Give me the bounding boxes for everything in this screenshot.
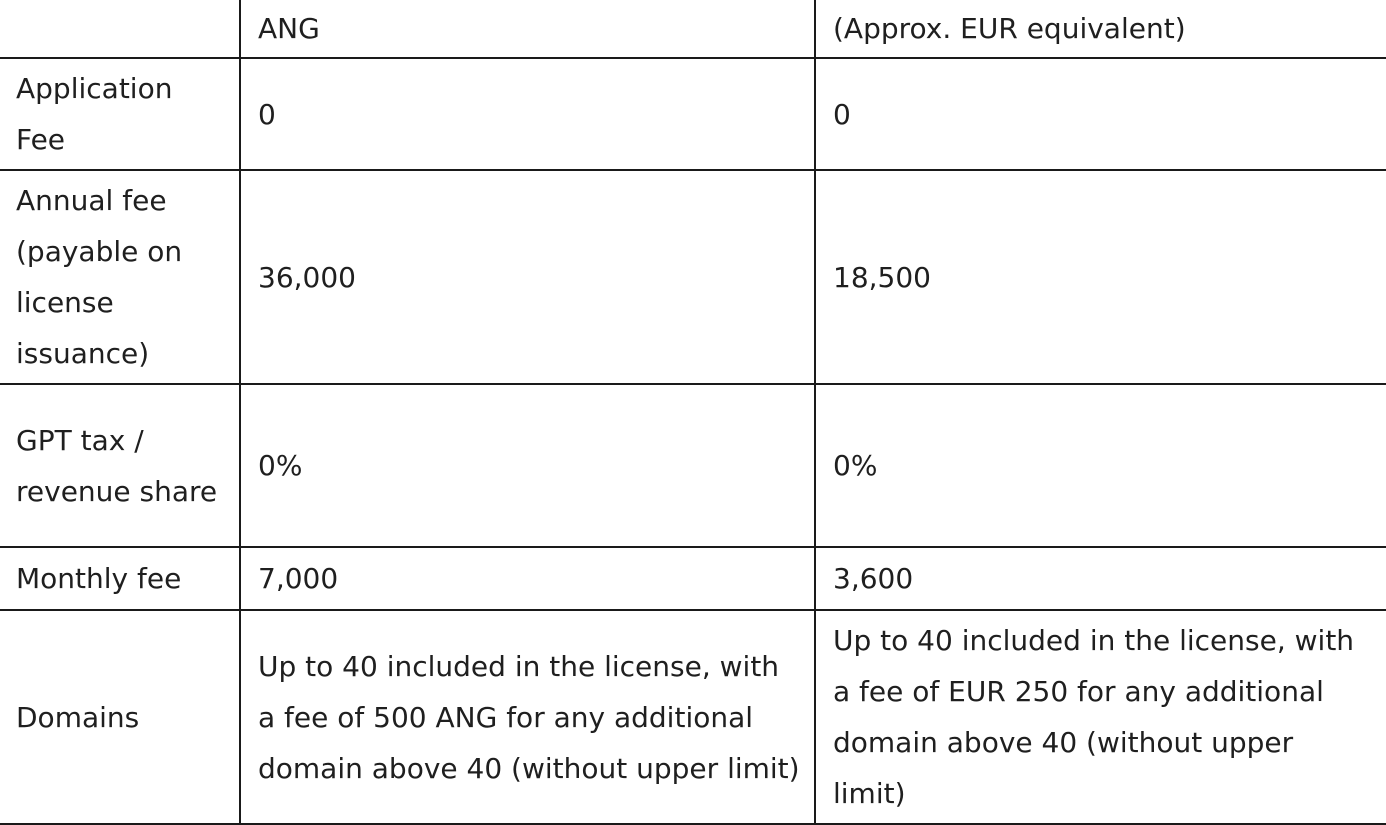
header-cell-ang: ANG <box>240 0 815 58</box>
row-label: Annual fee (payable on license issuance) <box>0 170 240 384</box>
row-label: GPT tax / revenue share <box>0 384 240 547</box>
row-label: Monthly fee <box>0 547 240 610</box>
table-row-domains <box>0 610 1386 824</box>
row-label: Application Fee <box>0 58 240 170</box>
table-row-monthly-fee <box>0 547 1386 610</box>
eur-value: Up to 40 included in the license, with a fee of EUR 250 for any additional domain above 40 (without upper limit) <box>815 610 1386 824</box>
table-row-application-fee <box>0 58 1386 170</box>
ang-value: Up to 40 included in the license, with a fee of 500 ANG for any additional domain above 40 (without upper limit) <box>240 610 815 824</box>
ang-value: 0 <box>240 58 815 170</box>
eur-value: 3,600 <box>815 547 1386 610</box>
ang-value: 0% <box>240 384 815 547</box>
ang-value: 36,000 <box>240 170 815 384</box>
eur-value: 0 <box>815 58 1386 170</box>
header-cell-eur: (Approx. EUR equivalent) <box>815 0 1386 58</box>
row-label: Domains <box>0 610 240 824</box>
table-row-annual-fee <box>0 170 1386 384</box>
table-header-row <box>0 0 1386 58</box>
table-row-gpt-tax <box>0 384 1386 547</box>
eur-value: 18,500 <box>815 170 1386 384</box>
header-cell-label <box>0 0 240 58</box>
eur-value: 0% <box>815 384 1386 547</box>
ang-value: 7,000 <box>240 547 815 610</box>
